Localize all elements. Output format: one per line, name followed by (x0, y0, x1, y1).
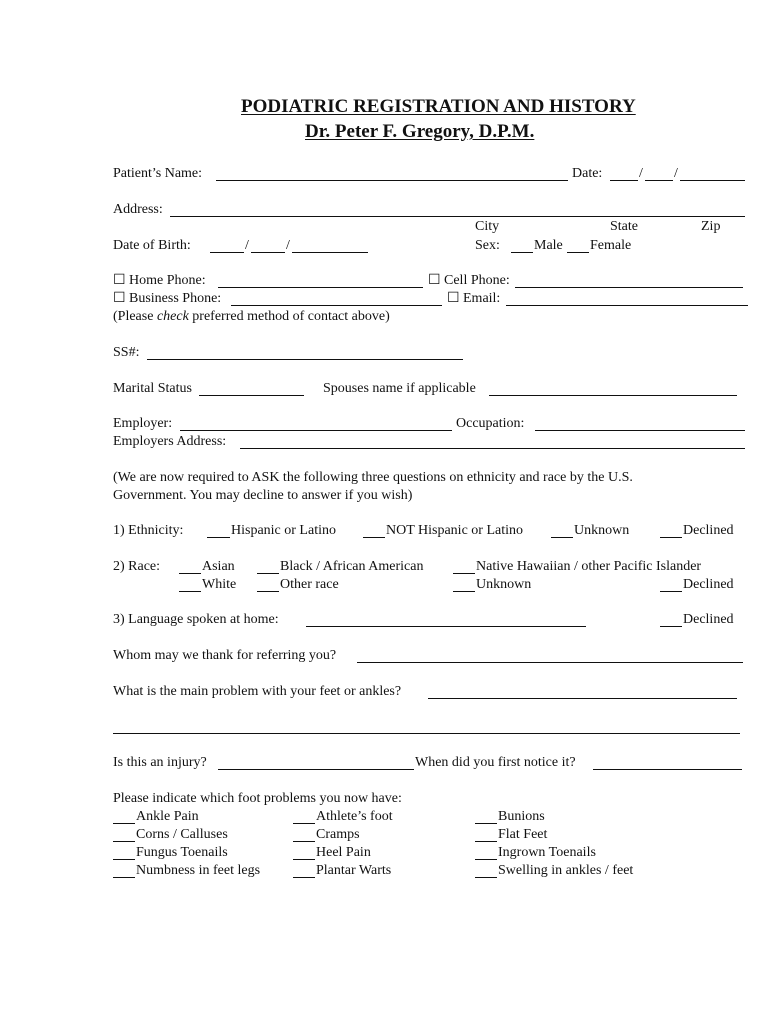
email-checkbox[interactable]: ☐ (447, 291, 460, 306)
email-field[interactable] (506, 305, 748, 306)
fp-heel-pain-label: Heel Pain (316, 845, 371, 860)
q2-white-label: White (202, 577, 237, 592)
fp-swelling-label: Swelling in ankles / feet (498, 863, 634, 878)
business-phone-field[interactable] (231, 305, 442, 306)
occupation-label: Occupation: (456, 416, 525, 431)
fp-ingrown-blank[interactable] (475, 859, 497, 860)
ss-field[interactable] (147, 359, 463, 360)
employer-address-field[interactable] (240, 448, 745, 449)
state-label: State (610, 219, 638, 234)
fp-corns-blank[interactable] (113, 841, 135, 842)
marital-status-label: Marital Status (113, 381, 192, 396)
fp-cramps-label: Cramps (316, 827, 360, 842)
fp-ankle-pain-label: Ankle Pain (136, 809, 199, 824)
fp-flat-feet-label: Flat Feet (498, 827, 548, 842)
main-problem-field-2[interactable] (113, 733, 740, 734)
fp-athletes-foot-blank[interactable] (293, 823, 315, 824)
fp-plantar-warts-blank[interactable] (293, 877, 315, 878)
fp-corns-label: Corns / Calluses (136, 827, 228, 842)
fp-cramps-blank[interactable] (293, 841, 315, 842)
injury-field[interactable] (218, 769, 414, 770)
fp-ankle-pain-blank[interactable] (113, 823, 135, 824)
q2-unknown-blank[interactable] (453, 591, 475, 592)
injury-label: Is this an injury? (113, 755, 207, 770)
fp-numbness-blank[interactable] (113, 877, 135, 878)
dob-label: Date of Birth: (113, 238, 191, 253)
fp-fungus-label: Fungus Toenails (136, 845, 228, 860)
q2-white-blank[interactable] (179, 591, 201, 592)
fp-numbness-label: Numbness in feet legs (136, 863, 261, 878)
fp-athletes-foot-label: Athlete’s foot (316, 809, 393, 824)
q1-label: 1) Ethnicity: (113, 523, 184, 538)
patient-name-label: Patient’s Name: (113, 166, 203, 181)
q3-declined-blank[interactable] (660, 626, 682, 627)
fp-plantar-warts-label: Plantar Warts (316, 863, 392, 878)
q1-unknown-label: Unknown (574, 523, 630, 538)
referral-field[interactable] (357, 662, 743, 663)
q2-black-blank[interactable] (257, 573, 279, 574)
q2-hawaiian-blank[interactable] (453, 573, 475, 574)
first-noticed-label: When did you first notice it? (415, 755, 576, 770)
fp-bunions-blank[interactable] (475, 823, 497, 824)
cell-phone-field[interactable] (515, 287, 743, 288)
q1-not-hispanic-blank[interactable] (363, 537, 385, 538)
q2-black-label: Black / African American (280, 559, 424, 574)
main-problem-field[interactable] (428, 698, 737, 699)
sex-female-field[interactable] (567, 252, 589, 253)
dob-month-field[interactable] (210, 252, 244, 253)
main-problem-label: What is the main problem with your feet or ankles? (113, 684, 402, 699)
q2-unknown-label: Unknown (476, 577, 532, 592)
q2-asian-label: Asian (202, 559, 235, 574)
business-phone-checkbox[interactable]: ☐ (113, 291, 126, 306)
q2-declined-blank[interactable] (660, 591, 682, 592)
home-phone-label: Home Phone: (129, 273, 206, 288)
q1-declined-label: Declined (683, 523, 734, 538)
cell-phone-checkbox[interactable]: ☐ (428, 273, 441, 288)
q1-unknown-blank[interactable] (551, 537, 573, 538)
q3-declined-label: Declined (683, 612, 734, 627)
home-phone-field[interactable] (218, 287, 423, 288)
spouse-name-label: Spouses name if applicable (323, 381, 476, 396)
date-slash-2: / (674, 166, 678, 181)
marital-status-field[interactable] (199, 395, 304, 396)
fp-fungus-blank[interactable] (113, 859, 135, 860)
home-phone-checkbox[interactable]: ☐ (113, 273, 126, 288)
dob-slash-1: / (245, 238, 249, 253)
q1-hispanic-label: Hispanic or Latino (231, 523, 336, 538)
sex-female-label: Female (590, 238, 632, 253)
fp-flat-feet-blank[interactable] (475, 841, 497, 842)
q2-asian-blank[interactable] (179, 573, 201, 574)
q3-language-field[interactable] (306, 626, 586, 627)
patient-name-field[interactable] (216, 180, 568, 181)
fp-ingrown-label: Ingrown Toenails (498, 845, 596, 860)
q2-other-blank[interactable] (257, 591, 279, 592)
date-day-field[interactable] (645, 180, 673, 181)
q2-label: 2) Race: (113, 559, 161, 574)
q2-other-label: Other race (280, 577, 339, 592)
zip-label: Zip (701, 219, 721, 234)
ethnicity-intro-line2: Government. You may decline to answer if you wish) (113, 488, 413, 503)
q1-declined-blank[interactable] (660, 537, 682, 538)
doctor-name: Dr. Peter F. Gregory, D.P.M. (305, 121, 535, 142)
fp-heel-pain-blank[interactable] (293, 859, 315, 860)
sex-label: Sex: (475, 238, 500, 253)
dob-year-field[interactable] (292, 252, 368, 253)
form-title: PODIATRIC REGISTRATION AND HISTORY (241, 96, 636, 117)
business-phone-label: Business Phone: (129, 291, 222, 306)
fp-swelling-blank[interactable] (475, 877, 497, 878)
ss-label: SS#: (113, 345, 140, 360)
fp-bunions-label: Bunions (498, 809, 545, 824)
employer-address-label: Employers Address: (113, 434, 227, 449)
sex-male-field[interactable] (511, 252, 533, 253)
cell-phone-label: Cell Phone: (444, 273, 510, 288)
contact-method-note: (Please check preferred method of contact above) (113, 309, 390, 324)
dob-day-field[interactable] (251, 252, 285, 253)
ethnicity-intro-line1: (We are now required to ASK the following three questions on ethnicity and race by the U.S. (113, 470, 633, 485)
date-slash-1: / (639, 166, 643, 181)
q1-not-hispanic-label: NOT Hispanic or Latino (386, 523, 523, 538)
q1-hispanic-blank[interactable] (207, 537, 230, 538)
date-month-field[interactable] (610, 180, 638, 181)
employer-label: Employer: (113, 416, 173, 431)
foot-problems-intro: Please indicate which foot problems you now have: (113, 791, 402, 806)
address-field[interactable] (170, 216, 745, 217)
occupation-field[interactable] (535, 430, 745, 431)
city-label: City (475, 219, 500, 234)
first-noticed-field[interactable] (593, 769, 742, 770)
email-label: Email: (463, 291, 501, 306)
date-year-field[interactable] (680, 180, 745, 181)
date-label: Date: (572, 166, 603, 181)
dob-slash-2: / (286, 238, 290, 253)
spouse-name-field[interactable] (489, 395, 737, 396)
sex-male-label: Male (534, 238, 563, 253)
employer-field[interactable] (180, 430, 452, 431)
address-label: Address: (113, 202, 163, 217)
q2-declined-label: Declined (683, 577, 734, 592)
q3-label: 3) Language spoken at home: (113, 612, 279, 627)
q2-hawaiian-label: Native Hawaiian / other Pacific Islander (476, 559, 702, 574)
referral-label: Whom may we thank for referring you? (113, 648, 337, 663)
